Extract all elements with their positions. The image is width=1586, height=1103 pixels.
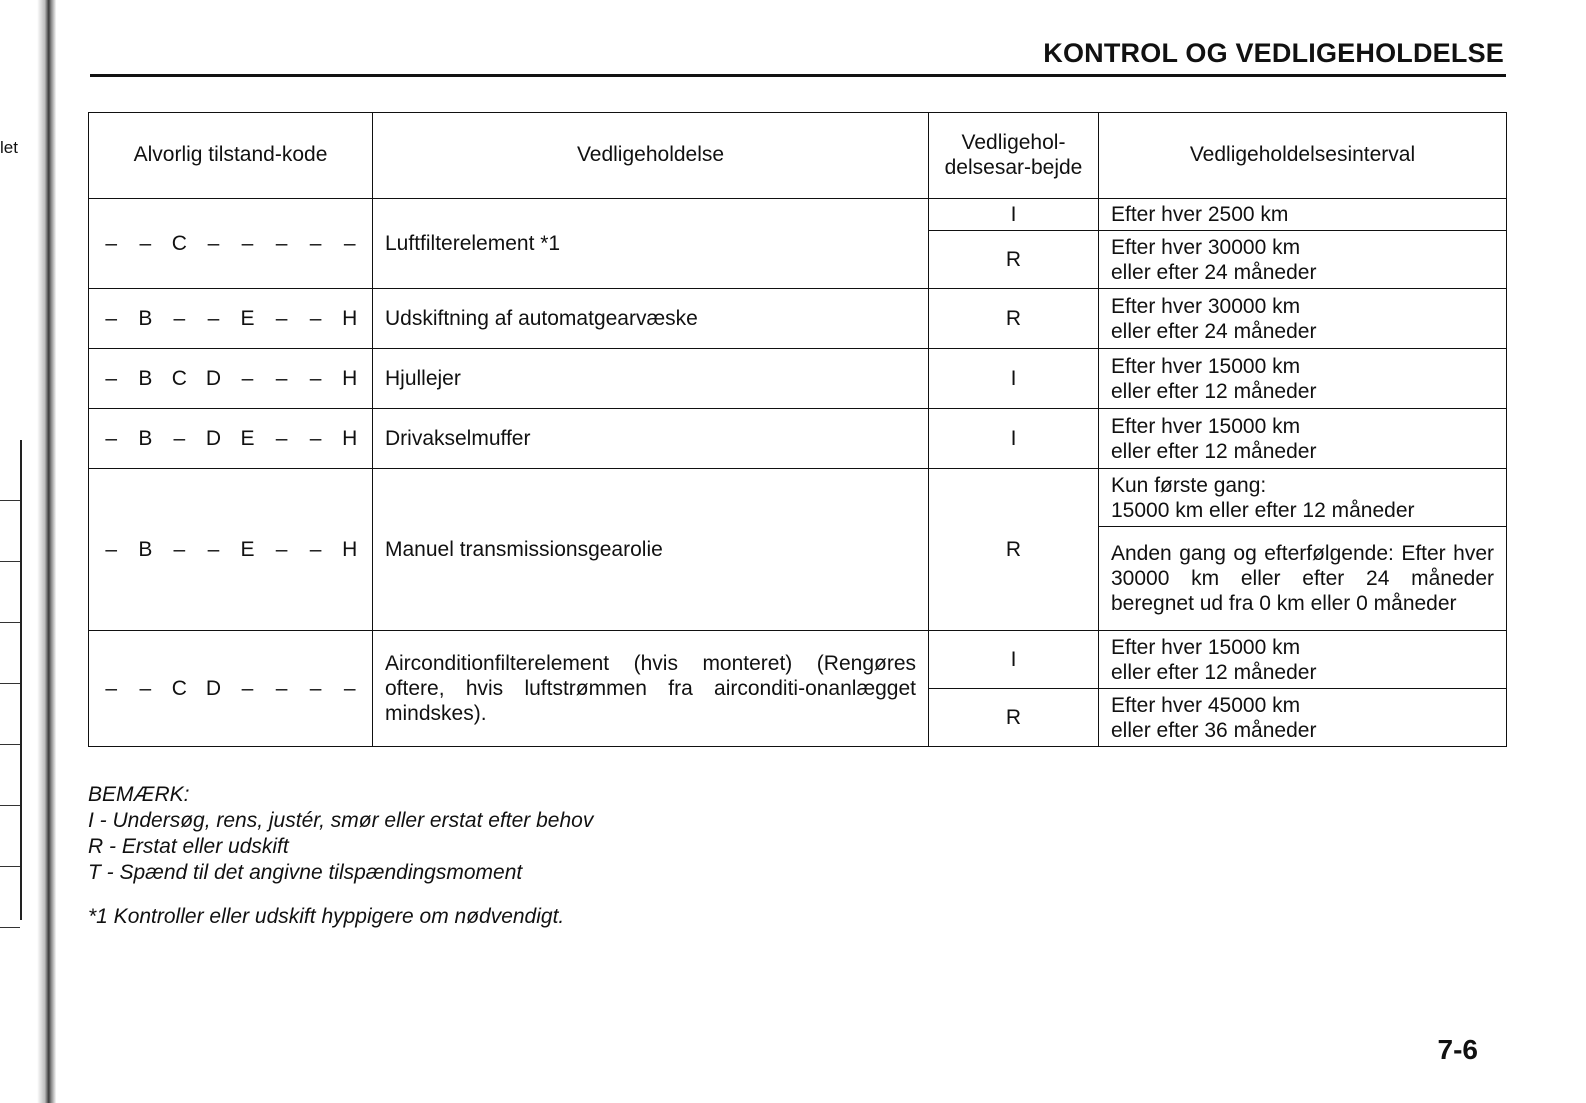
header-rule [90, 74, 1506, 77]
code-letter: H [342, 306, 358, 330]
condition-code-letters [95, 677, 366, 701]
maintenance-operation: R [929, 469, 1099, 631]
table-row [89, 631, 1507, 689]
maintenance-operation: R [929, 289, 1099, 349]
maintenance-interval: Kun første gang: 15000 km eller efter 12 måneder [1099, 469, 1507, 527]
section-tabs [0, 440, 22, 920]
code-letter: H [342, 537, 358, 561]
maintenance-item: Luftfilterelement *1 [373, 199, 929, 289]
code-letter: E [240, 306, 255, 330]
maintenance-interval: Efter hver 2500 km [1099, 199, 1507, 231]
code-letter: – [173, 537, 186, 561]
code-letter: D [205, 676, 222, 700]
maintenance-item: Manuel transmissionsgearolie [373, 469, 929, 631]
code-letter: – [275, 231, 288, 255]
footnote: *1 Kontroller eller udskift hyppigere om nødvendigt. [88, 905, 565, 928]
code-letter: – [105, 306, 118, 330]
code-letter: H [342, 426, 358, 450]
code-letter: – [343, 676, 356, 700]
code-letter: – [275, 306, 288, 330]
page-number: 7-6 [1437, 1034, 1478, 1065]
header-code: Alvorlig tilstand-kode [89, 113, 373, 199]
code-letter: – [105, 537, 118, 561]
code-letter: – [309, 231, 322, 255]
code-letter: – [139, 676, 152, 700]
adjacent-page-fragment: let [0, 138, 18, 157]
code-letter: B [138, 366, 153, 390]
code-letter: – [275, 366, 288, 390]
code-letter: – [105, 676, 118, 700]
code-letter: – [105, 366, 118, 390]
code-letter: – [309, 306, 322, 330]
header-work: Vedligehol-delsesar-bejde [929, 113, 1099, 199]
maintenance-operation: R [929, 231, 1099, 289]
maintenance-interval: Efter hver 30000 km eller efter 24 måneder [1099, 231, 1507, 289]
code-letter: – [207, 537, 220, 561]
code-letter: – [207, 306, 220, 330]
code-letter: B [138, 426, 153, 450]
page-title: KONTROL OG VEDLIGEHOLDELSE [1043, 38, 1504, 68]
condition-code-letters [95, 538, 366, 562]
condition-code [89, 469, 373, 631]
code-letter: B [138, 306, 153, 330]
code-letter: – [309, 366, 322, 390]
code-letter: – [139, 231, 152, 255]
code-letter: – [241, 366, 254, 390]
code-letter: D [205, 366, 222, 390]
section-tab [0, 867, 20, 928]
maintenance-interval: Efter hver 15000 km eller efter 12 måneder [1099, 409, 1507, 469]
condition-code-letters [95, 367, 366, 391]
maintenance-operation: I [929, 199, 1099, 231]
condition-code [89, 409, 373, 469]
table-row [89, 289, 1507, 349]
code-letter: B [138, 537, 153, 561]
code-letter: – [207, 231, 220, 255]
header-interval: Vedligeholdelsesinterval [1099, 113, 1507, 199]
code-letter: – [275, 426, 288, 450]
maintenance-item: Hjullejer [373, 349, 929, 409]
maintenance-interval: Efter hver 45000 km eller efter 36 måneder [1099, 689, 1507, 747]
code-letter: – [309, 426, 322, 450]
code-letter: – [241, 676, 254, 700]
section-tab [0, 684, 20, 745]
section-tab [0, 440, 20, 501]
section-tab [0, 745, 20, 806]
maintenance-operation: R [929, 689, 1099, 747]
maintenance-interval: Efter hver 30000 km eller efter 24 måneder [1099, 289, 1507, 349]
code-letter: C [171, 366, 187, 390]
code-letter: – [105, 231, 118, 255]
maintenance-item: Udskiftning af automatgearvæske [373, 289, 929, 349]
maintenance-item: Airconditionfilterelement (hvis monteret) (Rengøres oftere, hvis luftstrømmen fra airconditi-onanlægget mindskes). [373, 631, 929, 747]
condition-code [89, 631, 373, 747]
table-row [89, 409, 1507, 469]
note-line: R - Erstat eller udskift [88, 835, 289, 858]
code-letter: C [171, 676, 187, 700]
maintenance-operation: I [929, 631, 1099, 689]
code-letter: H [342, 366, 358, 390]
table-row [89, 349, 1507, 409]
code-letter: – [275, 676, 288, 700]
code-letter: – [309, 537, 322, 561]
code-letter: – [173, 306, 186, 330]
condition-code [89, 289, 373, 349]
section-tab [0, 562, 20, 623]
code-letter: – [173, 426, 186, 450]
condition-code-letters [95, 307, 366, 331]
section-tab [0, 623, 20, 684]
condition-code-letters [95, 232, 366, 256]
condition-code-letters [95, 427, 366, 451]
code-letter: – [309, 676, 322, 700]
table-body [89, 199, 1507, 747]
code-letter: D [205, 426, 222, 450]
code-letter: E [240, 537, 255, 561]
code-letter: C [171, 231, 187, 255]
code-letter: – [105, 426, 118, 450]
maintenance-table [88, 112, 1507, 747]
note-line: T - Spænd til det angivne tilspændingsmoment [88, 861, 523, 884]
code-letter: E [240, 426, 255, 450]
condition-code [89, 199, 373, 289]
maintenance-interval: Efter hver 15000 km eller efter 12 måneder [1099, 349, 1507, 409]
table-row [89, 469, 1507, 527]
section-tab [0, 806, 20, 867]
maintenance-operation: I [929, 409, 1099, 469]
maintenance-operation: I [929, 349, 1099, 409]
code-letter: – [275, 537, 288, 561]
condition-code [89, 349, 373, 409]
code-letter: – [241, 231, 254, 255]
notes [88, 782, 593, 886]
maintenance-interval: Efter hver 15000 km eller efter 12 måneder [1099, 631, 1507, 689]
maintenance-item: Drivakselmuffer [373, 409, 929, 469]
code-letter: – [343, 231, 356, 255]
header-item: Vedligeholdelse [373, 113, 929, 199]
note-line: I - Undersøg, rens, justér, smør eller erstat efter behov [88, 809, 594, 832]
table-row [89, 199, 1507, 231]
maintenance-interval: Anden gang og efterfølgende: Efter hver 30000 km eller efter 24 måneder beregnet ud fra 0 km eller 0 måneder [1099, 527, 1507, 631]
notes-heading: BEMÆRK: [88, 783, 190, 806]
section-tab [0, 501, 20, 562]
